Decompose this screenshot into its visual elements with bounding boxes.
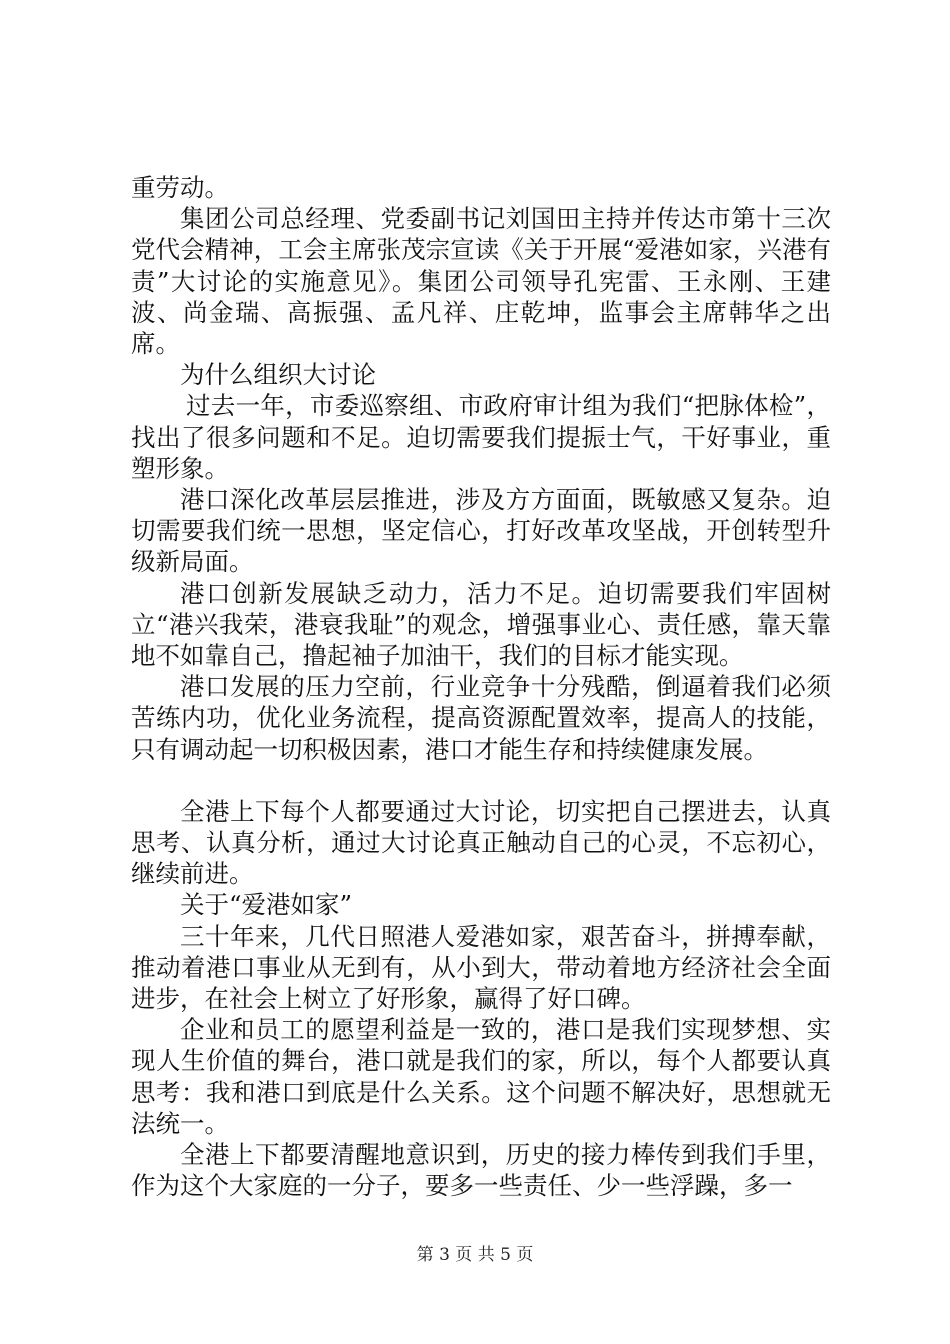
- section-heading-why-discussion: 为什么组织大讨论: [180, 360, 376, 390]
- section-heading-love-port: 关于“爱港如家”: [180, 890, 353, 920]
- paragraph-gap: [131, 765, 831, 796]
- paragraph-innovation: 港口创新发展缺乏动力，活力不足。迫切需要我们牢固树立“港兴我荣，港衰我耻”的观念，增强事业心、责任感，靠天靠地不如靠自己，撸起袖子加油干，我们的目标才能实现。: [131, 578, 831, 671]
- document-body: [131, 172, 831, 1202]
- paragraph-shared-interests: 企业和员工的愿望利益是一致的，港口是我们实现梦想、实现人生价值的舞台，港口就是我们的家，所以，每个人都要认真思考：我和港口到底是什么关系。这个问题不解决好，思想就无法统一。: [131, 1015, 831, 1138]
- page-number-footer: 第 3 页 共 5 页: [416, 1245, 534, 1265]
- paragraph-pressure: 港口发展的压力空前，行业竞争十分残酷，倒逼着我们必须苦练内功，优化业务流程，提高资源配置效率，提高人的技能，只有调动起一切积极因素，港口才能生存和持续健康发展。: [131, 672, 831, 764]
- paragraph-deepen-reform: 港口深化改革层层推进，涉及方方面面，既敏感又复杂。迫切需要我们统一思想，坚定信心，打好改革攻坚战，开创转型升级新局面。: [131, 485, 831, 577]
- paragraph-continuation: 重劳动。: [131, 173, 229, 202]
- paragraph-meeting-attendance: 集团公司总经理、党委副书记刘国田主持并传达市第十三次党代会精神，工会主席张茂宗宣读《关于开展“爱港如家，兴港有责”大讨论的实施意见》。集团公司领导孔宪雷、王永刚、王建波、尚金瑞、高振强、孟凡祥、庄乾坤，监事会主席韩华之出席。: [131, 204, 831, 359]
- paragraph-relay-baton: 全港上下都要清醒地意识到，历史的接力棒传到我们手里，作为这个大家庭的一分子，要多一些责任、少一些浮躁，多一: [131, 1140, 831, 1201]
- paragraph-past-year: 过去一年，市委巡察组、市政府审计组为我们“把脉体检”，找出了很多问题和不足。迫切需要我们提振士气，干好事业，重塑形象。: [131, 391, 831, 483]
- paragraph-thirty-years: 三十年来，几代日照港人爱港如家，艰苦奋斗，拼搏奉献，推动着港口事业从无到有，从小到大，带动着地方经济社会全面进步，在社会上树立了好形象，赢得了好口碑。: [131, 921, 831, 1014]
- paragraph-everyone-participate: 全港上下每个人都要通过大讨论，切实把自己摆进去，认真思考、认真分析，通过大讨论真正触动自己的心灵，不忘初心，继续前进。: [131, 796, 831, 889]
